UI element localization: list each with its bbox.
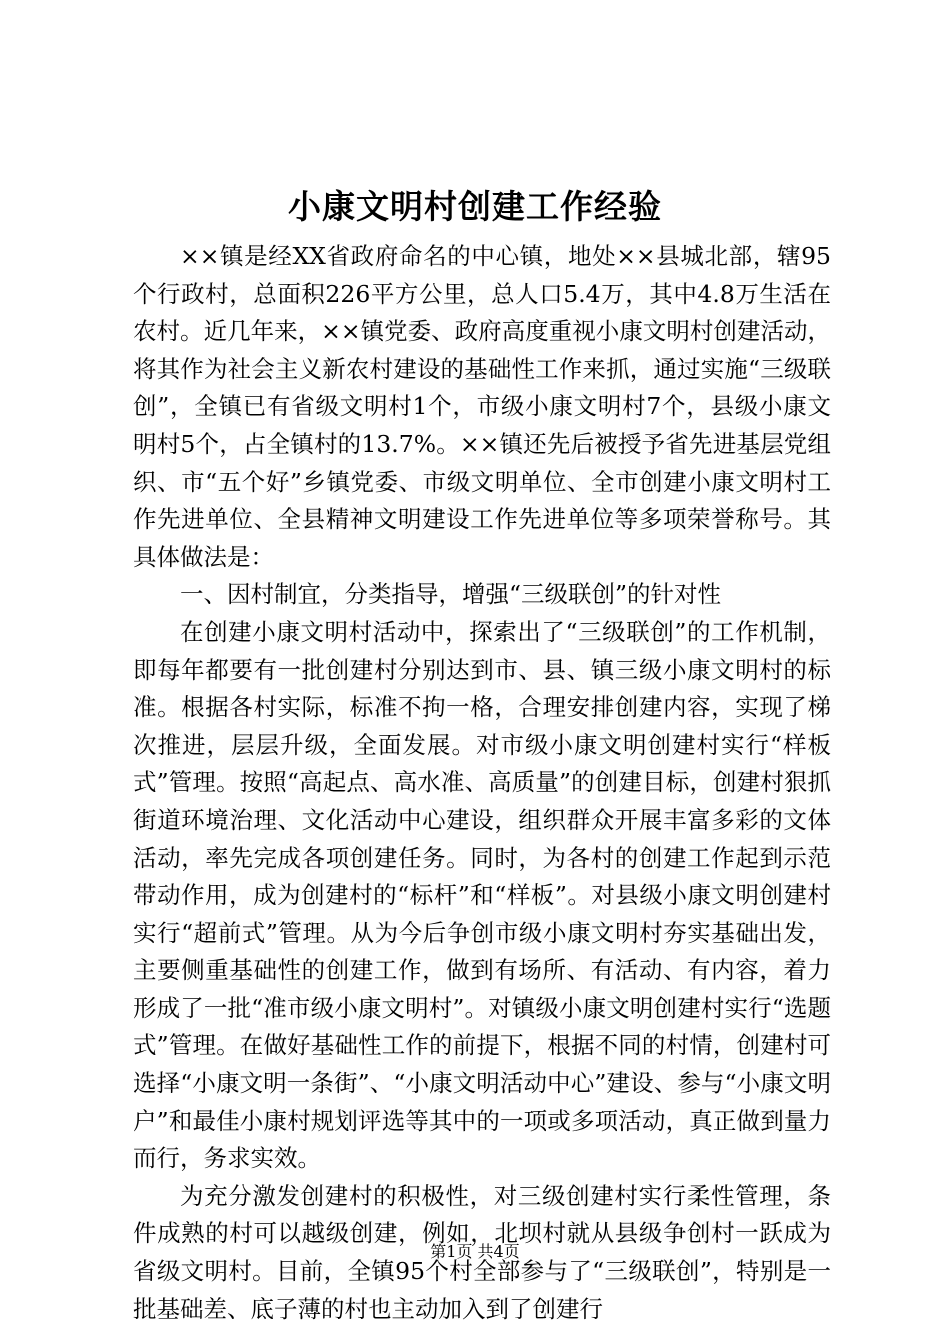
section-heading-1: 一、因村制宜，分类指导，增强“三级联创”的针对性 (180, 580, 722, 609)
paragraph-flexible-management: 为充分激发创建村的积极性，对三级创建村实行柔性管理，条件成熟的村可以越级创建，例如，北坝村就从县级争创村一跃成为省级文明村。目前，全镇95个村全部参与了“三级联创”，特别是一批基础差、底子薄的村也主动加入到了创建行 (133, 1181, 831, 1323)
paragraph-intro: ××镇是经XX省政府命名的中心镇，地处××县城北部，辖95个行政村，总面积226平方公里，总人口5.4万，其中4.8万生活在农村。近几年来，××镇党委、政府高度重视小康文明村创建活动，将其作为社会主义新农村建设的基础性工作来抓，通过实施“三级联创”，全镇已有省级文明村1个，市级小康文明村7个，县级小康文明村5个，占全镇村的13.7%。××镇还先后被授予省先进基层党组织、市“五个好”乡镇党委、市级文明单位、全市创建小康文明村工作先进单位、全县精神文明建设工作先进单位等多项荣誉称号。其具体做法是： (133, 242, 831, 571)
document-body (133, 238, 831, 1328)
page-number-footer: 第1页 共4页 (430, 1242, 520, 1261)
paragraph-three-level: 在创建小康文明村活动中，探索出了“三级联创”的工作机制，即每年都要有一批创建村分别达到市、县、镇三级小康文明村的标准。根据各村实际，标准不拘一格，合理安排创建内容，实现了梯次推进，层层升级，全面发展。对市级小康文明创建村实行“样板式”管理。按照“高起点、高水准、高质量”的创建目标，创建村狠抓街道环境治理、文化活动中心建设，组织群众开展丰富多彩的文体活动，率先完成各项创建任务。同时，为各村的创建工作起到示范带动作用，成为创建村的“标杆”和“样板”。对县级小康文明创建村实行“超前式”管理。从为今后争创市级小康文明村夯实基础出发，主要侧重基础性的创建工作，做到有场所、有活动、有内容，着力形成了一批“准市级小康文明村”。对镇级小康文明创建村实行“选题式”管理。在做好基础性工作的前提下，根据不同的村情，创建村可选择“小康文明一条街”、“小康文明活动中心”建设、参与“小康文明户”和最佳小康村规划评选等其中的一项或多项活动，真正做到量力而行，务求实效。 (133, 617, 831, 1173)
document-title: 小康文明村创建工作经验 (288, 187, 662, 226)
